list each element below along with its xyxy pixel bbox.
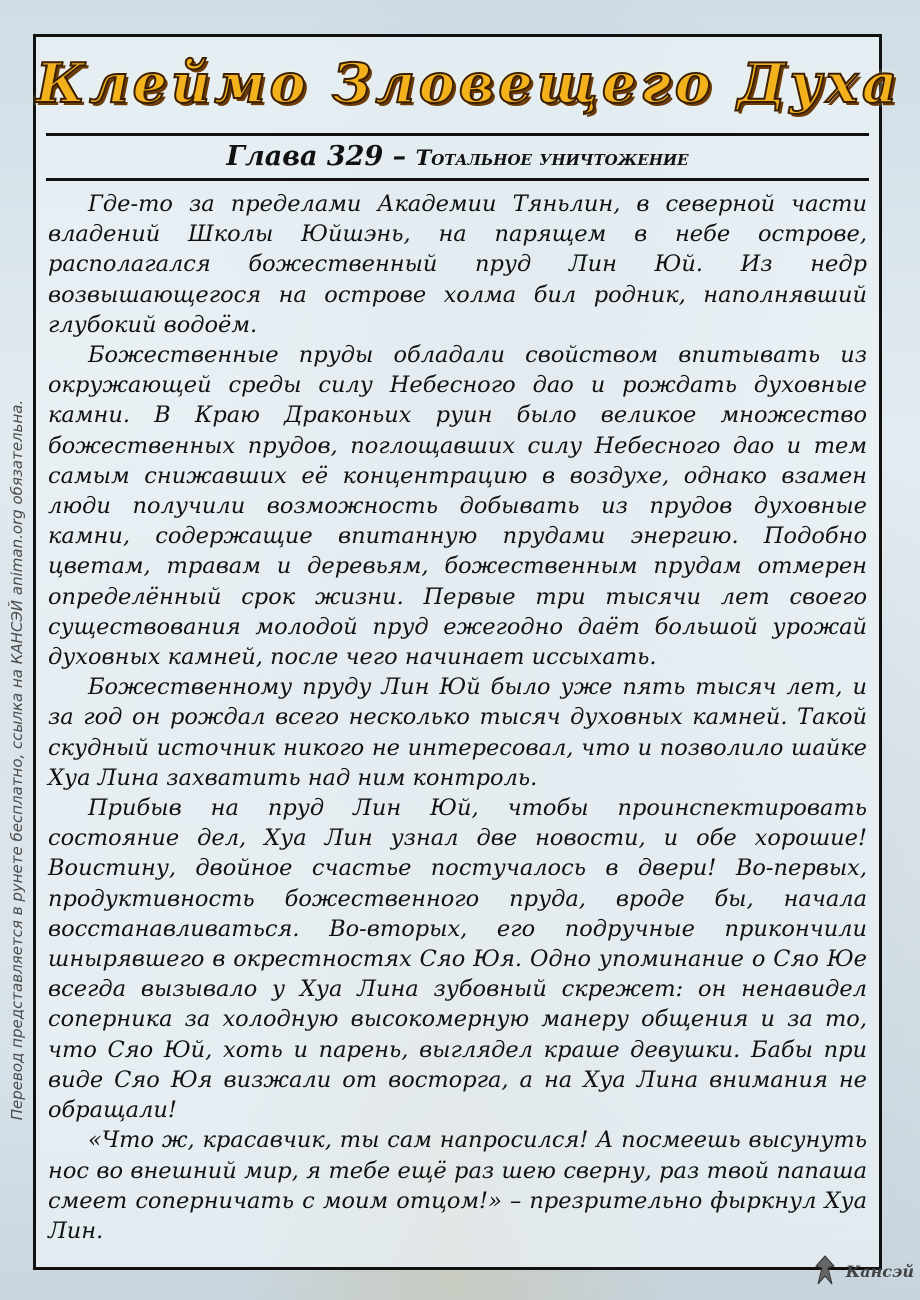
kansei-logo — [814, 1250, 914, 1294]
paragraph: Где-то за пределами Академии Тяньлин, в северной части владений Школы Юйшэнь, на парящем в небе острове, располагался божественный пруд Лин Юй. Из недр возвышающегося на острове холма бил родник, наполнявший глубокий водоём. — [48, 191, 867, 338]
paragraph: Божественные пруды обладали свойством впитывать из окружающей среды силу Небесного дао и рождать духовные камни. В Краю Драконьих руин было великое множество божественных прудов, поглощавших силу Небесного дао и тем самым снижавших её концентрацию в воздухе, однако взамен люди получили возможность добывать из прудов духовные камни, содержащие впитанную прудами энергию. Подобно цветам, травам и деревьям, божественным прудам отмерен определённый срок жизни. Первые три тысячи лет своего существования молодой пруд ежегодно даёт большой урожай духовных камней, после чего начинает иссыхать. — [48, 342, 867, 671]
chapter-separator: – — [392, 141, 407, 172]
text-frame — [33, 34, 902, 1270]
paragraph: Божественному пруду Лин Юй было уже пять тысяч лет, и за год он рождал всего несколько тысяч духовных камней. Такой скудный источник никого не интересовал, что и позволило шайке Хуа Лина захватить над ним контроль. — [48, 674, 867, 791]
divider-top — [46, 133, 869, 136]
chapter-subtitle: Тотальное уничтожение — [415, 145, 689, 170]
paragraph: Прибыв на пруд Лин Юй, чтобы проинспектировать состояние дел, Хуа Лин узнал две новости, и обе хорошие! Воистину, двойное счастье постучалось в двери! Во-первых, продуктивность божественного пруда, вроде бы, начала восстанавливаться. Во-вторых, его подручные прикончили шнырявшего в окрестностях Сяо Юя. Одно упоминание о Сяо Юе всегда вызывало у Хуа Лина зубовный скрежет: он ненавидел соперника за холодную высокомерную манеру общения и за то, что Сяо Юй, хоть и парень, выглядел краше девушки. Бабы при виде Сяо Юя визжали от восторга, а на Хуа Лина внимания не обращали! — [48, 795, 867, 1124]
logo-emblem-icon — [814, 1254, 836, 1290]
body-text — [48, 189, 867, 1246]
divider-bottom — [46, 178, 869, 181]
side-watermark — [4, 230, 30, 1290]
side-note-text: Перевод представляется в рунете бесплатно, ссылка на КАНСЭЙ animan.org обязательна. — [8, 399, 26, 1121]
chapter-heading — [36, 141, 879, 172]
logo-text: Кансэй — [845, 1262, 914, 1281]
paragraph: «Что ж, красавчик, ты сам напросился! А посмеешь высунуть нос во внешний мир, я тебе ещё раз шею сверну, раз твой папаша смеет соперничать с моим отцом!» – презрительно фыркнул Хуа Лин. — [48, 1127, 867, 1244]
chapter-number: Глава 329 — [226, 141, 384, 172]
page-title: Клеймо Зловещего Духа — [36, 51, 902, 115]
